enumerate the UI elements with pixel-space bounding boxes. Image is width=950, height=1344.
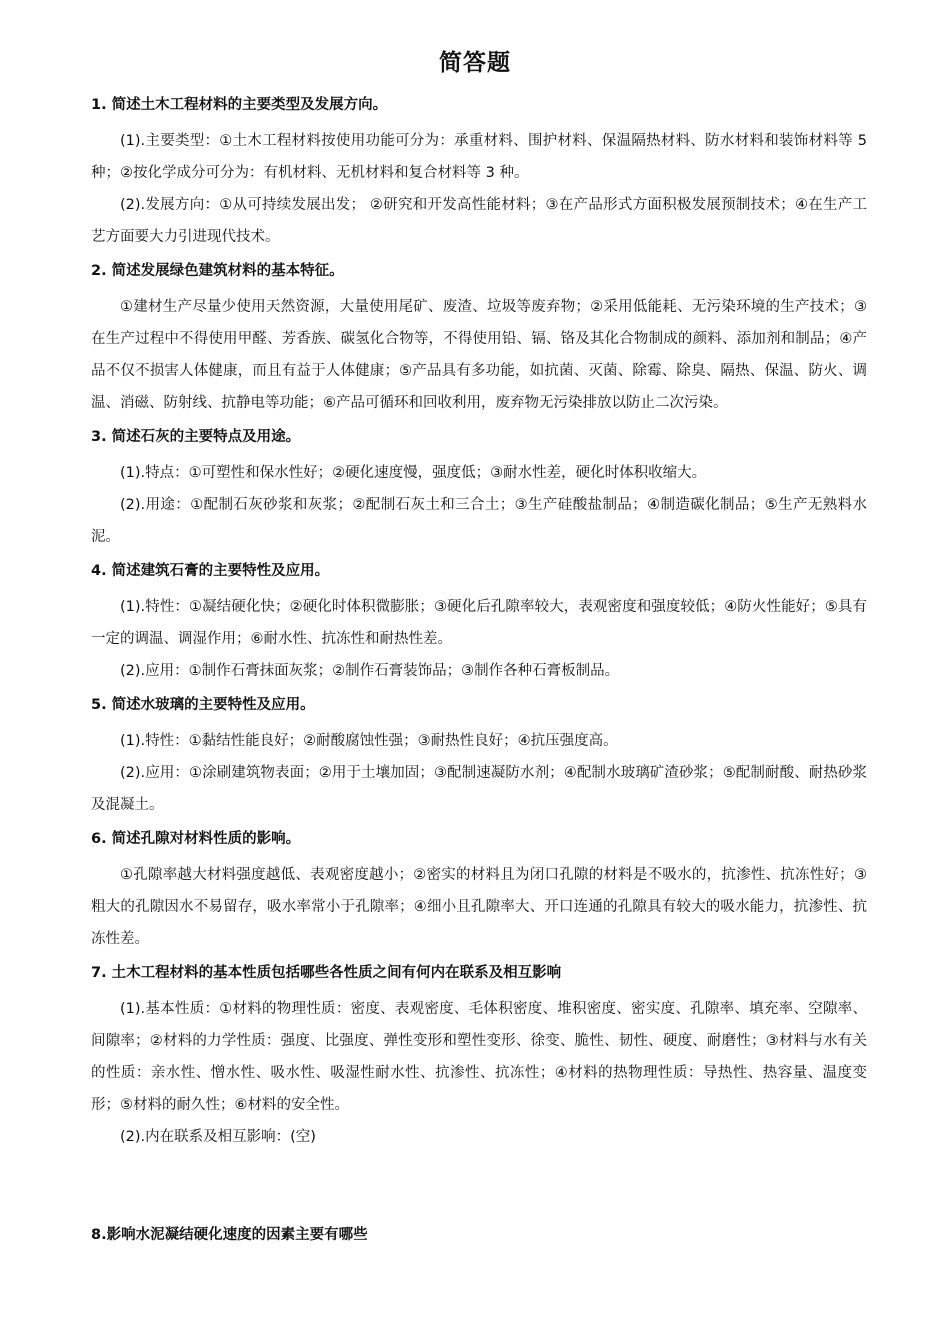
- question-3: [91, 425, 867, 553]
- question-2: [91, 259, 867, 419]
- question-1: [91, 93, 867, 253]
- answer-paragraph: (1).特性：①黏结性能良好；②耐酸腐蚀性强；③耐热性良好；④抗压强度高。: [120, 733, 618, 749]
- page-title: 简答题: [439, 50, 511, 76]
- question-4: [91, 559, 867, 687]
- answer-paragraph: (2).发展方向：①从可持续发展出发； ②研究和开发高性能材料；③在产品形式方面积极发展预制技术；④在生产工艺方面要大力引进现代技术。: [91, 197, 867, 245]
- question-5: [91, 693, 867, 821]
- answer-paragraph: (1).主要类型：①土木工程材料按使用功能可分为：承重材料、围护材料、保温隔热材料、防水材料和装饰材料等 5 种；②按化学成分可分为：有机材料、无机材料和复合材料等 3 种。: [91, 133, 867, 181]
- document-body: [91, 93, 867, 1255]
- question-heading: 8.影响水泥凝结硬化速度的因素主要有哪些: [91, 1227, 368, 1243]
- blank-space: [91, 1153, 867, 1223]
- answer-paragraph: (1).特性：①凝结硬化快；②硬化时体积微膨胀；③硬化后孔隙率较大，表观密度和强度较低；④防火性能好；⑤具有一定的调温、调湿作用；⑥耐水性、抗冻性和耐热性差。: [91, 599, 867, 647]
- question-heading: 7. 土木工程材料的基本性质包括哪些各性质之间有何内在联系及相互影响: [91, 965, 562, 981]
- question-heading: 3. 简述石灰的主要特点及用途。: [91, 429, 301, 445]
- question-heading: 4. 简述建筑石膏的主要特性及应用。: [91, 563, 330, 579]
- answer-paragraph: (1).特点：①可塑性和保水性好；②硬化速度慢，强度低；③耐水性差，硬化时体积收缩大。: [120, 465, 707, 481]
- question-heading: 1. 简述土木工程材料的主要类型及发展方向。: [91, 97, 388, 113]
- question-heading: 6. 简述孔隙对材料性质的影响。: [91, 831, 301, 847]
- answer-paragraph: (2).用途：①配制石灰砂浆和灰浆；②配制石灰土和三合土；③生产硅酸盐制品；④制造碳化制品；⑤生产无熟料水泥。: [91, 497, 867, 545]
- question-8: [91, 1223, 867, 1247]
- answer-paragraph: (2).内在联系及相互影响：(空): [120, 1129, 316, 1145]
- answer-paragraph: (2).应用：①涂刷建筑物表面；②用于土壤加固；③配制速凝防水剂；④配制水玻璃矿渣砂浆；⑤配制耐酸、耐热砂浆及混凝土。: [91, 765, 867, 813]
- question-heading: 2. 简述发展绿色建筑材料的基本特征。: [91, 263, 344, 279]
- answer-paragraph: ①孔隙率越大材料强度越低、表观密度越小；②密实的材料且为闭口孔隙的材料是不吸水的，抗渗性、抗冻性好；③粗大的孔隙因水不易留存，吸水率常小于孔隙率；④细小且孔隙率大、开口连通的孔隙具有较大的吸水能力，抗渗性、抗冻性差。: [91, 867, 867, 947]
- question-heading: 5. 简述水玻璃的主要特性及应用。: [91, 697, 315, 713]
- question-6: [91, 827, 867, 955]
- answer-paragraph: ①建材生产尽量少使用天然资源，大量使用尾矿、废渣、垃圾等废弃物；②采用低能耗、无污染环境的生产技术；③在生产过程中不得使用甲醛、芳香族、碳氢化合物等，不得使用铅、镉、铬及其化合物制成的颜料、添加剂和制品；④产品不仅不损害人体健康，而且有益于人体健康；⑤产品具有多功能，如抗菌、灭菌、除霉、除臭、隔热、保温、防火、调温、消磁、防射线、抗静电等功能；⑥产品可循环和回收利用，废弃物无污染排放以防止二次污染。: [91, 299, 867, 411]
- answer-paragraph: (1).基本性质：①材料的物理性质：密度、表观密度、毛体积密度、堆积密度、密实度、孔隙率、填充率、空隙率、间隙率；②材料的力学性质：强度、比强度、弹性变形和塑性变形、徐变、脆性、韧性、硬度、耐磨性；③材料与水有关的性质：亲水性、憎水性、吸水性、吸湿性耐水性、抗渗性、抗冻性；④材料的热物理性质：导热性、热容量、温度变形；⑤材料的耐久性；⑥材料的安全性。: [91, 1001, 867, 1113]
- answer-paragraph: (2).应用：①制作石膏抹面灰浆；②制作石膏装饰品；③制作各种石膏板制品。: [120, 663, 620, 679]
- question-7: [91, 961, 867, 1153]
